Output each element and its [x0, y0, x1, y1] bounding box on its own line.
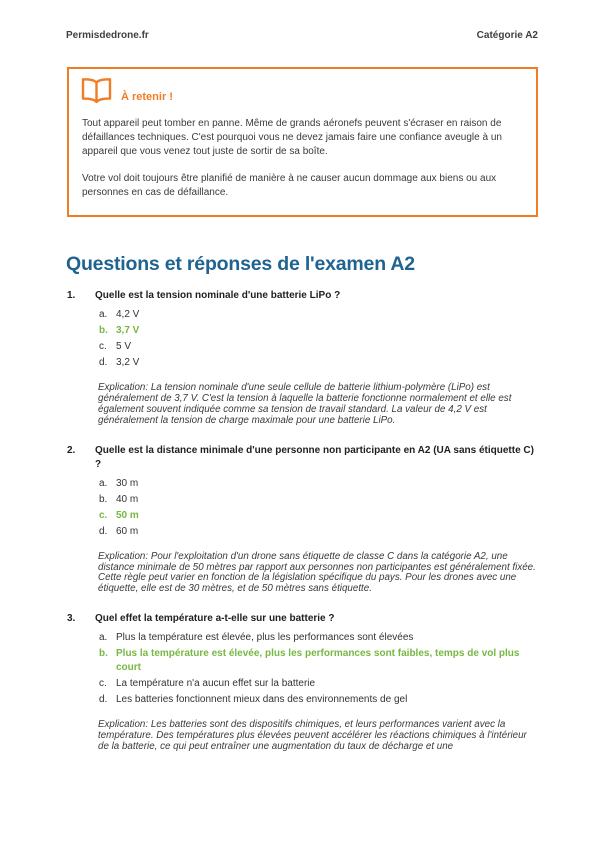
question-block [67, 444, 538, 596]
option-letter: b. [99, 325, 108, 336]
answer-option [99, 477, 538, 491]
option-letter: c. [99, 341, 107, 352]
option-letter: d. [99, 357, 108, 368]
question-block [67, 289, 538, 427]
answer-options [99, 477, 538, 539]
answer-option [99, 631, 538, 645]
callout-paragraph: Tout appareil peut tomber en panne. Même de grands aéronefs peuvent s'écraser en raison de défaillances techniques. C'est pourquoi vous ne devez jamais faire une confiance aveugle à un appareil que vous venez tout juste de sortir de sa boîte. [82, 118, 502, 157]
answer-options [99, 308, 538, 370]
option-letter: a. [99, 632, 108, 644]
option-text: 50 m [116, 509, 139, 521]
option-text: 4,2 V [116, 309, 140, 320]
answer-options [99, 631, 538, 707]
option-letter: c. [99, 509, 108, 521]
answer-option [99, 356, 538, 370]
option-text: Les batteries fonctionnent mieux dans des environnements de gel [116, 694, 408, 706]
question-text: Quel effet la température a-t-elle sur une batterie ? [95, 613, 335, 625]
option-text: 5 V [116, 341, 132, 352]
question-header [67, 444, 538, 472]
question-explanation: Explication: La tension nominale d'une seule cellule de batterie lithium-polymère (LiPo) est généralement de 3,7 V. C'est la tension à laquelle la batterie fonctionne normalement et elle est également souvent indiquée comme sa tension de travail standard. La valeur de 4,2 V est généralement la tension de charge maximale pour une batterie LiPo. [98, 382, 512, 426]
header-site-name: Permisdedrone.fr [66, 30, 149, 41]
option-text: 40 m [116, 493, 139, 505]
question-explanation: Explication: Pour l'exploitation d'un drone sans étiquette de classe C dans la catégorie A2, une distance minimale de 50 mètres par rapport aux personnes non participantes est généralement fixée. Cette règle peut varier en fonction de la législation spécifique du pays. Pour les drones avec une étiquette, elle est de 30 mètres, et de 50 mètres sans étiquette. [98, 550, 536, 595]
remember-callout-box [67, 67, 538, 217]
option-text: 60 m [116, 525, 139, 537]
page-header [0, 0, 600, 41]
answer-option [99, 677, 538, 691]
question-number: 2. [67, 444, 76, 456]
open-book-icon [81, 78, 112, 104]
question-text: Quelle est la distance minimale d'une personne non participante en A2 (UA sans étiquette C) ? [95, 444, 534, 470]
option-text: 3,7 V [116, 325, 140, 336]
question-number: 1. [67, 290, 76, 301]
header-category: Catégorie A2 [476, 30, 538, 41]
question-explanation: Explication: Les batteries sont des dispositifs chimiques, et leurs performances varient avec la température. Des températures plus élevées peuvent accélérer les réactions chimiques à l'intérieur de la batterie, ce qui peut entraîner une augmentation du taux de décharge et une [98, 719, 527, 753]
option-text: La température n'a aucun effet sur la batterie [116, 678, 316, 690]
answer-option [99, 308, 538, 322]
questions-list [67, 289, 538, 753]
option-text: Plus la température est élevée, plus les performances sont faibles, temps de vol plus court [116, 648, 520, 674]
option-letter: b. [99, 648, 108, 660]
question-block [67, 612, 538, 753]
callout-title: À retenir ! [121, 91, 173, 103]
callout-header [81, 78, 524, 104]
answer-option [99, 693, 538, 707]
answer-option-correct [99, 324, 538, 338]
option-letter: c. [99, 678, 107, 690]
option-text: Plus la température est élevée, plus les performances sont élevées [116, 632, 414, 644]
answer-option-correct [99, 647, 538, 675]
option-letter: b. [99, 493, 108, 505]
answer-option-correct [99, 509, 538, 523]
option-letter: a. [99, 309, 108, 320]
question-header [67, 289, 538, 303]
question-header [67, 612, 538, 626]
option-text: 3,2 V [116, 357, 140, 368]
answer-option [99, 493, 538, 507]
callout-paragraphs [81, 117, 524, 200]
option-text: 30 m [116, 477, 139, 489]
page-title: Questions et réponses de l'examen A2 [66, 253, 415, 275]
answer-option [99, 525, 538, 539]
question-text: Quelle est la tension nominale d'une batterie LiPo ? [95, 290, 341, 301]
answer-option [99, 340, 538, 354]
question-number: 3. [67, 613, 76, 625]
callout-paragraph: Votre vol doit toujours être planifié de manière à ne causer aucun dommage aux biens ou aux personnes en cas de défaillance. [82, 173, 497, 198]
option-letter: d. [99, 694, 108, 706]
option-letter: a. [99, 477, 108, 489]
option-letter: d. [99, 525, 108, 537]
